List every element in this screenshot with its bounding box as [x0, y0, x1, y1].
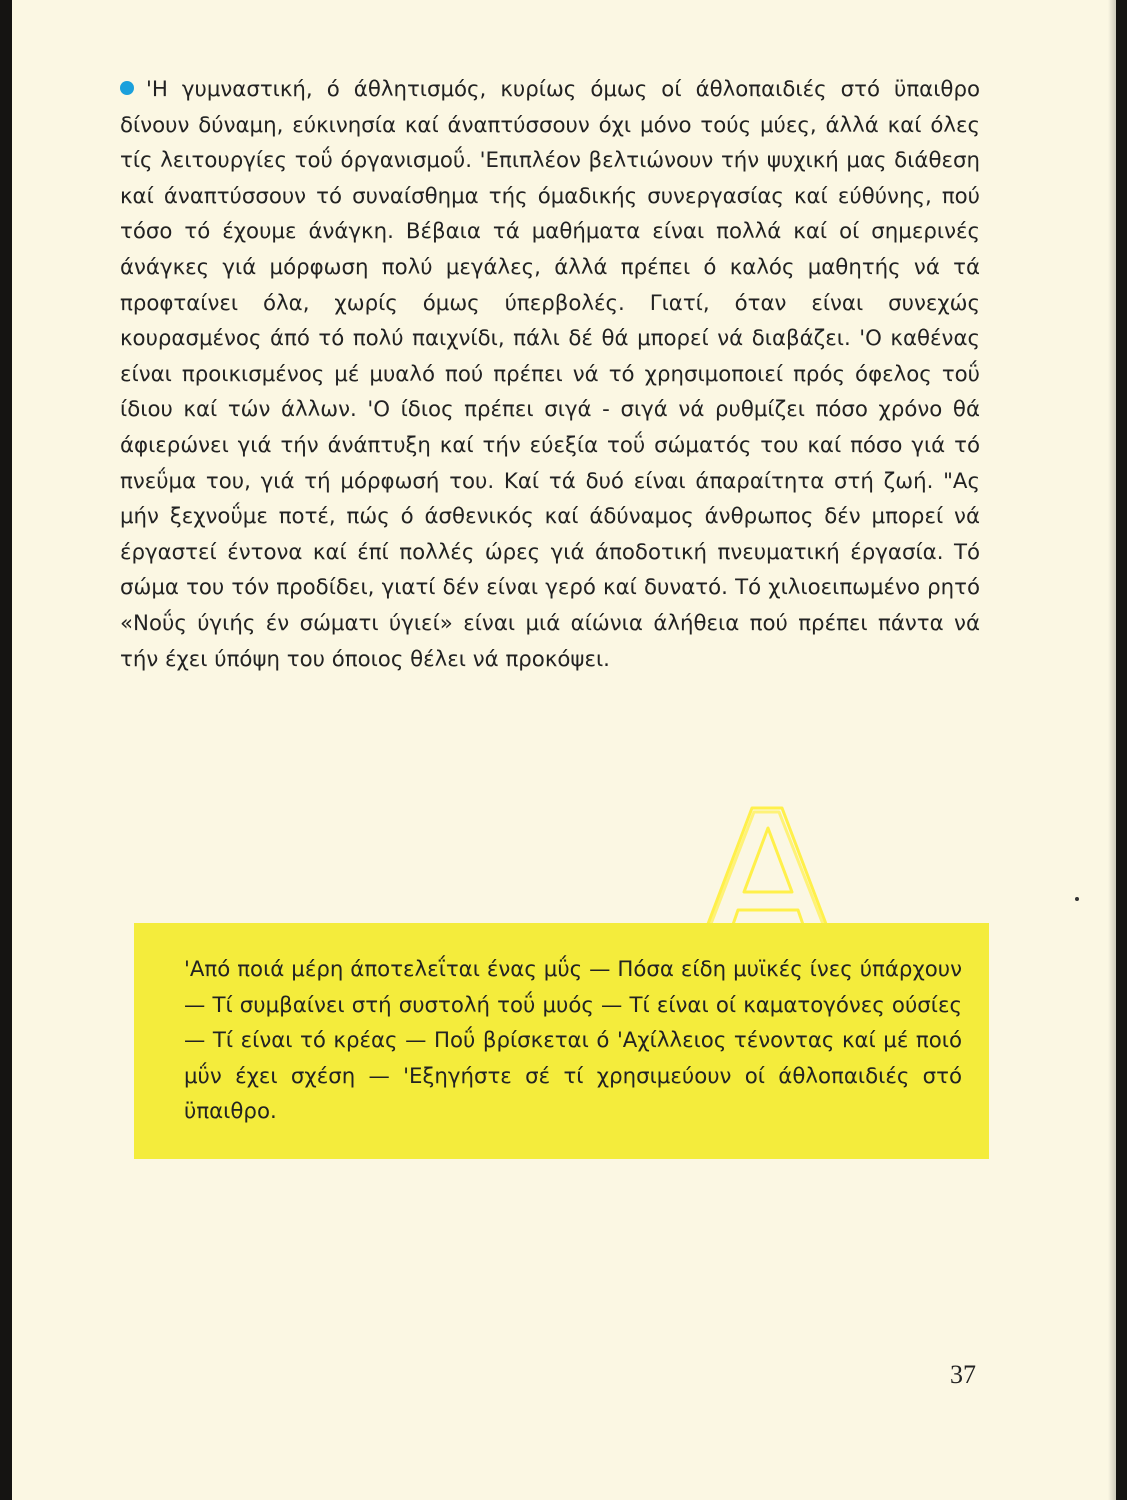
main-paragraph-text: 'Η γυμναστική, ό άθλητισμός, κυρίως όμως οί άθλοπαιδιές στό ϋπαιθρο δίνουν δύναμη, εύκινησία καί άναπτύσσουν όχι μόνο τούς μύες, άλλά καί όλες τίς λειτουργίες τοΰ όργανισμοΰ. 'Επιπλέον βελτιώνουν τήν ψυχική μας διάθεση καί άναπτύσσουν τό συναίσθημα τής όμαδικής συνεργασίας καί εύθύνης, πού τόσο τό έχουμε άνάγκη. Βέβαια τά μαθήματα είναι πολλά καί οί σημερινές άνάγκες γιά μόρφωση πολύ μεγάλες, άλλά πρέπει ό καλός μαθητής νά τά προφταίνει όλα, χωρίς όμως ύπερβολές. Γιατί, όταν είναι συνεχώς κουρασμένος άπό τό πολύ παιχνίδι, πάλι δέ θά μπορεί νά διαβάζει. 'Ο καθένας είναι προικισμένος μέ μυαλό πού πρέπει νά τό χρησιμοποιεί πρός όφελος τοΰ ίδιου καί τών άλλων. 'Ο ίδιος πρέπει σιγά - σιγά νά ρυθμίζει πόσο χρόνο θά άφιερώνει γιά τήν άνάπτυξη καί τήν εύεξία τοΰ σώματός του καί πόσο γιά τό πνεΰμα του, γιά τή μόρφωσή του. Καί τά δυό είναι άπαραίτητα στή ζωή. "Ας μήν ξεχνοΰμε ποτέ, πώς ό άσθενικός καί άδύναμος άνθρωπος δέν μπορεί νά έργαστεί έντονα καί έπί πολλές ώρες γιά άποδοτική πνευματική έργασία. Τό σώμα του τόν προδίδει, γιατί δέν είναι γερό καί δυνατό. Τό χιλιοειπωμένο ρητό «Νοΰς ύγιής έν σώματι ύγιεί» είναι μιά αίώνια άλήθεια πού πρέπει πάντα νά τήν έχει ύπόψη του όποιος θέλει νά προκόψει.	[120, 77, 980, 672]
review-questions-text: 'Από ποιά μέρη άποτελεΐται ένας μΰς — Πόσα είδη μυϊκές ίνες ύπάρχουν — Τί συμβαίνει στή συστολή τοΰ μυός — Τί είναι οί καματογόνες ούσίες — Τί είναι τό κρέας — Ποΰ βρίσκεται ό 'Αχίλλειος τένοντας καί μέ ποιό μΰν έχει σχέση — 'Εξηγήστε σέ τί χρησιμεύουν οί άθλοπαιδιές στό ϋπαιθρο.	[184, 957, 962, 1125]
page-edge-shadow	[1108, 0, 1116, 1500]
review-questions-box	[134, 923, 989, 1159]
page-number: 37	[950, 1360, 976, 1389]
book-page	[12, 0, 1116, 1500]
bullet-icon	[120, 81, 134, 95]
scan-speck	[1075, 897, 1079, 901]
main-paragraph	[120, 72, 980, 677]
